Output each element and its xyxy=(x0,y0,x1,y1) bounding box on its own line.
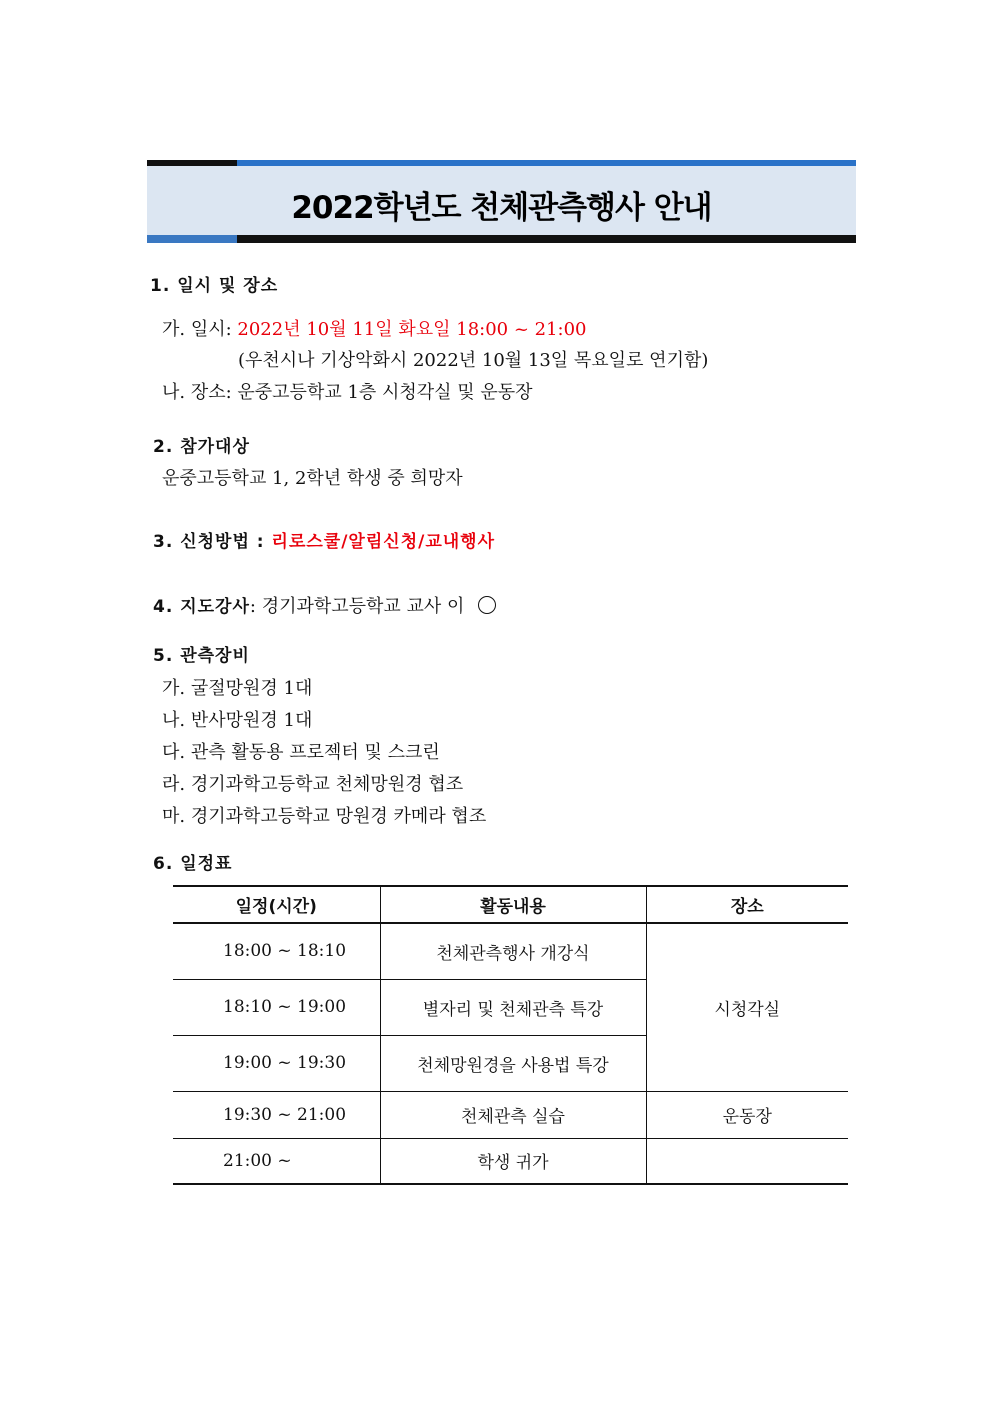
equipment-item: 라. 경기과학고등학교 천체망원경 협조 xyxy=(162,774,464,795)
schedule-table xyxy=(173,885,848,1185)
section-4-line xyxy=(153,592,496,618)
column-header-time: 일정(시간) xyxy=(173,886,380,923)
place-cell: 운동장 xyxy=(646,1091,848,1138)
schedule-date-value: 2022년 10월 11일 화요일 18:00 ~ 21:00 xyxy=(237,319,587,340)
column-header-activity: 활동내용 xyxy=(380,886,646,923)
section-4-heading: 4. 지도강사 xyxy=(153,597,250,617)
activity-cell: 천체관측 실습 xyxy=(380,1091,646,1138)
title-banner xyxy=(147,160,856,243)
participants-text: 운중고등학교 1, 2학년 학생 중 희망자 xyxy=(162,468,463,489)
time-cell: 18:00 ~ 18:10 xyxy=(173,923,380,979)
time-cell: 18:10 ~ 19:00 xyxy=(173,979,380,1035)
table-row xyxy=(173,1138,848,1184)
schedule-date-line xyxy=(162,315,587,341)
time-cell: 19:30 ~ 21:00 xyxy=(173,1091,380,1138)
table-header-row xyxy=(173,886,848,923)
equipment-item: 다. 관측 활동용 프로젝터 및 스크린 xyxy=(162,742,440,763)
section-3-heading: 3. 신청방법 : xyxy=(153,532,272,552)
banner-bottom-bar xyxy=(147,235,856,243)
activity-cell: 별자리 및 천체관측 특강 xyxy=(380,979,646,1035)
activity-cell: 천체망원경을 사용법 특강 xyxy=(380,1035,646,1091)
equipment-item: 마. 경기과학고등학교 망원경 카메라 협조 xyxy=(162,806,487,827)
schedule-date-label: 가. 일시: xyxy=(162,319,238,340)
place-cell-merged: 시청각실 xyxy=(646,923,848,1091)
page-title: 2022학년도 천체관측행사 안내 xyxy=(291,190,712,226)
table-row xyxy=(173,1091,848,1138)
section-6-heading: 6. 일정표 xyxy=(153,854,233,874)
equipment-item: 나. 반사망원경 1대 xyxy=(162,710,313,731)
section-2-heading: 2. 참가대상 xyxy=(153,437,250,457)
table-row xyxy=(173,923,848,979)
column-header-place: 장소 xyxy=(646,886,848,923)
place-cell xyxy=(646,1138,848,1184)
equipment-item: 가. 굴절망원경 1대 xyxy=(162,678,313,699)
section-3-line xyxy=(153,527,495,552)
activity-cell: 학생 귀가 xyxy=(380,1138,646,1184)
section-1-heading: 1. 일시 및 장소 xyxy=(150,276,279,296)
rain-postponement-note: (우천시나 기상악화시 2022년 10월 13일 목요일로 연기함) xyxy=(238,350,709,371)
venue-line: 나. 장소: 운중고등학교 1층 시청각실 및 운동장 xyxy=(162,382,533,403)
instructor-text: : 경기과학고등학교 교사 이 xyxy=(249,596,465,617)
name-placeholder-circle-icon xyxy=(478,596,496,614)
application-method: 리로스쿨/알림신청/교내행사 xyxy=(271,532,496,552)
section-5-heading: 5. 관측장비 xyxy=(153,646,250,666)
time-cell: 21:00 ~ xyxy=(173,1138,380,1184)
activity-cell: 천체관측행사 개강식 xyxy=(380,923,646,979)
time-cell: 19:00 ~ 19:30 xyxy=(173,1035,380,1091)
